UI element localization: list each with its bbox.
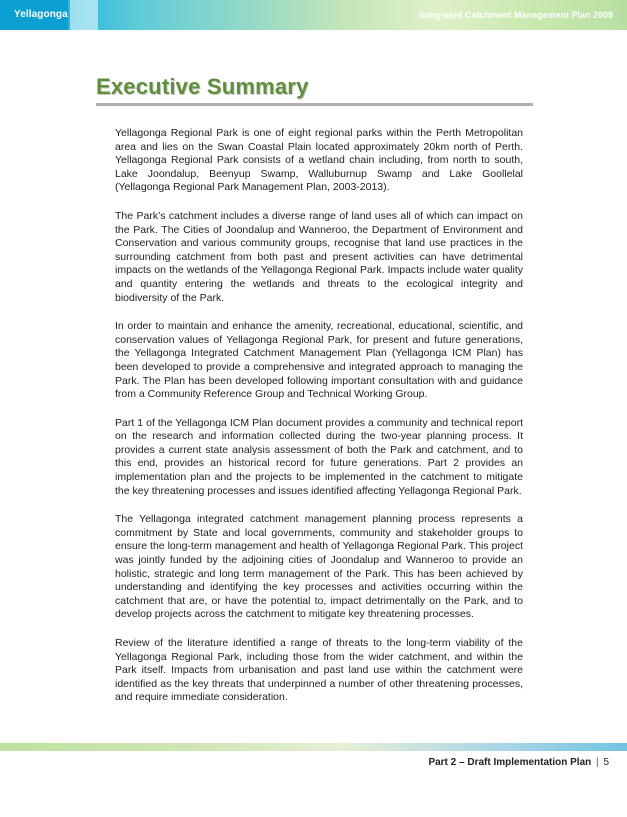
header-band (0, 0, 627, 30)
page-title: Executive Summary (96, 74, 309, 99)
page-number: 5 (603, 757, 609, 768)
footer-label: Part 2 – Draft Implementation Plan (428, 757, 592, 768)
paragraph-2: The Park’s catchment includes a diverse range of land uses all of which can impact on the Park. The Cities of Joondalup and Wanneroo, the Department of Environment and Conservation and various community groups, recognise that land use practices in the surrounding catchment from both past and present activities can have detrimental impacts on the wetlands of the Yellagonga Regional Park. Impacts include water quality and quantity entering the wetlands and threats to the ecological integrity and biodiversity of the Park. (115, 209, 523, 304)
body-text (115, 127, 523, 720)
paragraph-3: In order to maintain and enhance the amenity, recreational, educational, scientific, and conservation values of Yellagonga Regional Park, for present and future generations, the Yellagonga Integrated Catchment Management Plan (Yellagonga ICM Plan) has been developed to provide a comprehensive and integrated approach to managing the Park. The Plan has been developed following important consultation with and guidance from a Community Reference Group and Technical Working Group. (115, 320, 523, 401)
paragraph-1: Yellagonga Regional Park is one of eight regional parks within the Perth Metropolitan area and lies on the Swan Coastal Plain located approximately 20km north of Perth. Yellagonga Regional Park consists of a wetland chain including, from north to south, Lake Joondalup, Beenyup Swamp, Walluburnup Swamp and Lake Goollelal (Yellagonga Regional Park Management Plan, 2003-2013). (115, 127, 523, 194)
paragraph-4: Part 1 of the Yellagonga ICM Plan document provides a community and technical report on the research and information collected during the two-year planning process. It provides a current state analysis assessment of both the Park and catchment, and to this end, provides an historical record for future generations. Part 2 provides an implementation plan and the projects to be implemented in the catchment to mitigate the key threatening processes and issues identified affecting Yellagonga Regional Park. (115, 416, 523, 497)
header-right-label: Integrated Catchment Management Plan 2009 (418, 10, 613, 20)
header-accent-notch (70, 0, 98, 30)
title-divider (96, 103, 533, 106)
footer-band (0, 743, 627, 751)
page-footer (428, 757, 609, 768)
footer-separator: | (596, 757, 599, 768)
header-left-label: Yellagonga (14, 9, 68, 20)
paragraph-5: The Yellagonga integrated catchment management planning process represents a commitment by State and local governments, community and stakeholder groups to ensure the long-term management and health of Yellagonga Regional Park. This project was jointly funded by the adjoining cities of Joondalup and Wanneroo to provide an holistic, strategic and long term management of the Park. This has been achieved by understanding and identifying the key processes and activities occurring within the catchment that are, or have the potential to, impact detrimentally on the Park, and to develop projects across the catchment to mitigate key threatening processes. (115, 513, 523, 621)
paragraph-6: Review of the literature identified a range of threats to the long-term viability of the Yellagonga Regional Park, including those from the wider catchment, and within the Park itself. Impacts from urbanisation and past land use within the catchment were identified as the key threats that underpinned a number of other threatening processes, and require immediate consideration. (115, 637, 523, 704)
